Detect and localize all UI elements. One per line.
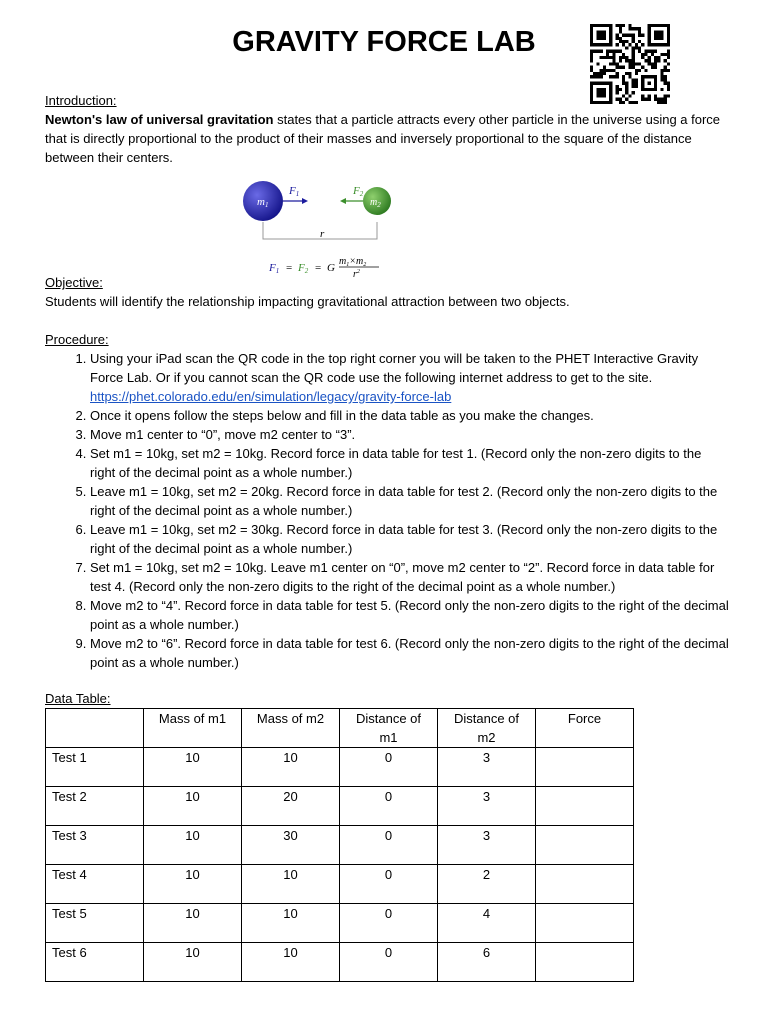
table-row	[46, 943, 634, 982]
force-f1-arrowhead	[302, 198, 308, 204]
test-label-cell: Test 3	[46, 826, 144, 865]
phet-link[interactable]: https://phet.colorado.edu/en/simulation/legacy/gravity-force-lab	[90, 389, 452, 404]
distance-m2-cell: 4	[438, 904, 536, 943]
force-cell[interactable]	[536, 904, 634, 943]
svg-text:=: =	[315, 262, 322, 274]
column-header: Distance of m1	[340, 709, 438, 748]
procedure-step: 3. Move m1 center to “0”, move m2 center to “3”.	[90, 425, 730, 444]
svg-text:F1: F1	[269, 262, 280, 275]
distance-m2-cell: 3	[438, 826, 536, 865]
introduction-section	[45, 91, 730, 167]
table-row	[46, 865, 634, 904]
distance-m1-cell: 0	[340, 826, 438, 865]
column-header: Mass of m1	[144, 709, 242, 748]
table-header-row	[46, 709, 634, 748]
mass-m1-cell: 10	[144, 943, 242, 982]
mass-m1-cell: 10	[144, 748, 242, 787]
mass-m1-cell: 10	[144, 826, 242, 865]
table-row	[46, 904, 634, 943]
gravitation-diagram	[236, 176, 396, 281]
objective-section	[45, 273, 730, 311]
column-header	[46, 709, 144, 748]
test-label-cell: Test 4	[46, 865, 144, 904]
page-title: GRAVITY FORCE LAB	[232, 26, 536, 58]
mass-m2-cell: 10	[242, 943, 340, 982]
table-row	[46, 748, 634, 787]
force-cell[interactable]	[536, 748, 634, 787]
introduction-paragraph	[45, 110, 730, 167]
force-f1-label: F1	[289, 185, 300, 198]
newton-law-term: Newton's law of universal gravitation	[45, 112, 274, 127]
distance-m1-cell: 0	[340, 943, 438, 982]
mass-m2-cell: 10	[242, 748, 340, 787]
procedure-step: 2. Once it opens follow the steps below and fill in the data table as you make the changes.	[90, 406, 730, 425]
table-row	[46, 787, 634, 826]
distance-m1-cell: 0	[340, 787, 438, 826]
test-label-cell: Test 5	[46, 904, 144, 943]
test-label-cell: Test 1	[46, 748, 144, 787]
distance-m1-cell: 0	[340, 904, 438, 943]
objective-heading: Objective:	[45, 275, 103, 290]
procedure-steps	[45, 349, 730, 672]
procedure-step: 9. Move m2 to “6”. Record force in data table for test 6. (Record only the non-zero digits to the right of the decimal point as a whole number.)	[90, 634, 730, 672]
distance-m2-cell: 3	[438, 748, 536, 787]
force-f2-label: F2	[353, 185, 364, 198]
test-label-cell: Test 6	[46, 943, 144, 982]
procedure-step: 5. Leave m1 = 10kg, set m2 = 20kg. Record force in data table for test 2. (Record only the non-zero digits to the right of the decimal point as a whole number.)	[90, 482, 730, 520]
mass-m1-cell: 10	[144, 865, 242, 904]
column-header: Mass of m2	[242, 709, 340, 748]
procedure-step: 4. Set m1 = 10kg, set m2 = 10kg. Record force in data table for test 1. (Record only the non-zero digits to the right of the decimal point as a whole number.)	[90, 444, 730, 482]
data-table-heading: Data Table:	[45, 691, 111, 706]
column-header: Force	[536, 709, 634, 748]
mass-m2-cell: 10	[242, 865, 340, 904]
force-cell[interactable]	[536, 787, 634, 826]
force-cell[interactable]	[536, 865, 634, 904]
distance-r-label: r	[320, 228, 325, 240]
table-row	[46, 826, 634, 865]
distance-m1-cell: 0	[340, 865, 438, 904]
mass-m1-cell: 10	[144, 904, 242, 943]
procedure-step: 7. Set m1 = 10kg, set m2 = 10kg. Leave m1 center on “0”, move m2 center to “2”. Record force in data table for test 4. (Record only the non-zero digits to the right of the decimal point as a whole number.)	[90, 558, 730, 596]
mass-m2-cell: 20	[242, 787, 340, 826]
distance-m2-cell: 6	[438, 943, 536, 982]
procedure-step: 6. Leave m1 = 10kg, set m2 = 30kg. Record force in data table for test 3. (Record only the non-zero digits to the right of the decimal point as a whole number.)	[90, 520, 730, 558]
procedure-heading: Procedure:	[45, 332, 109, 347]
objective-text: Students will identify the relationship impacting gravitational attraction between two objects.	[45, 294, 570, 309]
mass-m2-label: $m_2$	[370, 197, 381, 209]
svg-text:=: =	[286, 262, 293, 274]
force-cell[interactable]	[536, 943, 634, 982]
procedure-section	[45, 330, 730, 672]
test-label-cell: Test 2	[46, 787, 144, 826]
mass-m2-cell: 10	[242, 904, 340, 943]
procedure-step: 8. Move m2 to “4”. Record force in data table for test 5. (Record only the non-zero digits to the right of the decimal point as a whole number.)	[90, 596, 730, 634]
distance-m2-cell: 2	[438, 865, 536, 904]
mass-m1-label: m1	[257, 196, 269, 209]
force-f2-arrowhead	[340, 198, 346, 204]
mass-m2-cell: 30	[242, 826, 340, 865]
distance-m1-cell: 0	[340, 748, 438, 787]
column-header: Distance of m2	[438, 709, 536, 748]
svg-text:G: G	[327, 262, 335, 274]
introduction-heading: Introduction:	[45, 93, 117, 108]
svg-text:r2: $r^2$	[353, 269, 360, 280]
svg-text:m1×m2: $m_1\times m_2$	[339, 256, 367, 268]
mass-m1-cell: 10	[144, 787, 242, 826]
procedure-step: 1. Using your iPad scan the QR code in the top right corner you will be taken to the PHET Interactive Gravity Force Lab. Or if you cannot scan the QR code use the following internet address to get to the site. https://phet.colorado.edu/en/simulation/legacy/gravity-force-lab	[90, 349, 730, 406]
svg-text:F2: F2	[298, 262, 309, 275]
introduction-body: states that a particle attracts every other particle in the universe using a force that is directly proportional to the product of their masses and inversely proportional to the square of the distance between their centers.	[45, 112, 721, 165]
force-cell[interactable]	[536, 826, 634, 865]
data-table	[45, 708, 634, 982]
distance-m2-cell: 3	[438, 787, 536, 826]
